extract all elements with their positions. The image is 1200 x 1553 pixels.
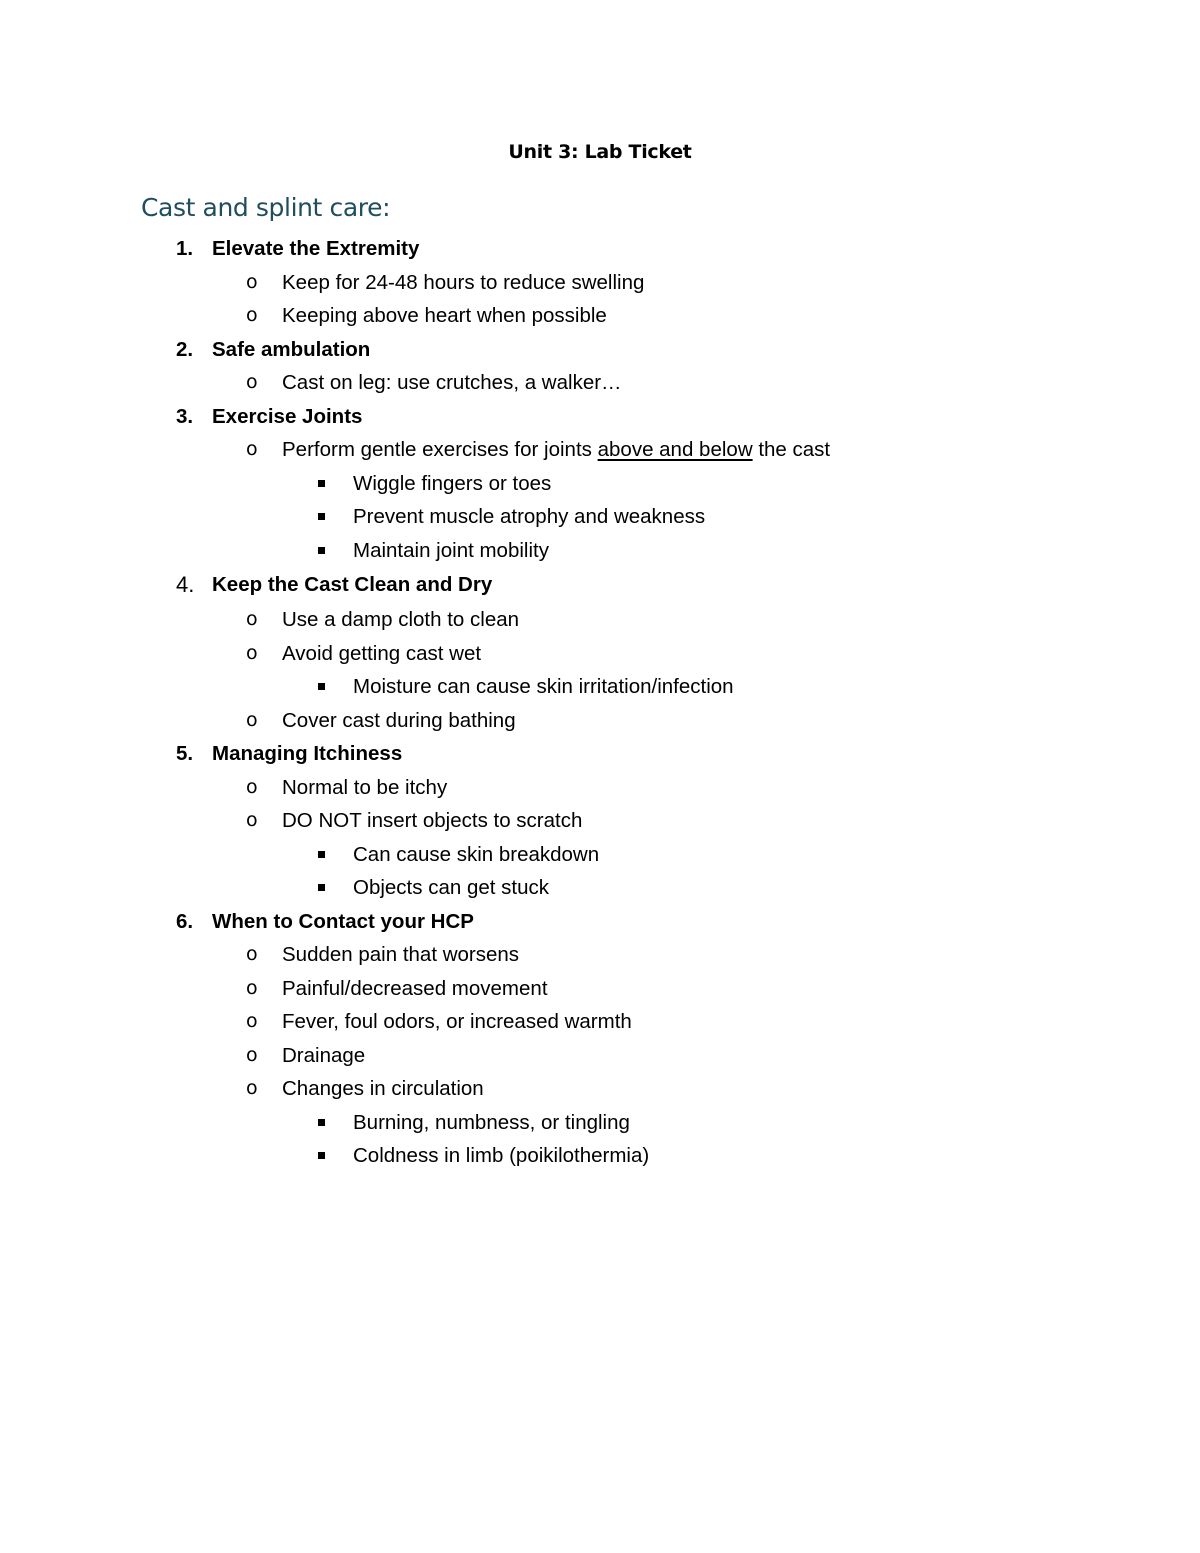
sub-item-text <box>282 433 830 467</box>
circle-bullet-icon: o <box>246 1010 258 1032</box>
square-bullet-icon <box>318 513 325 520</box>
square-bullet-icon <box>318 851 325 858</box>
list-item-elevate <box>0 232 1200 333</box>
text-segment: Perform gentle exercises for joints <box>282 438 598 461</box>
bullet-text: Wiggle fingers or toes <box>353 471 552 495</box>
square-bullet-icon <box>318 480 325 487</box>
bullet-item <box>0 1139 1200 1173</box>
bullet-text: Coldness in limb (poikilothermia) <box>353 1144 650 1167</box>
sub-item <box>0 704 1200 738</box>
square-bullet-icon <box>318 884 325 891</box>
sub-item <box>0 771 1200 805</box>
item-title: When to Contact your HCP <box>212 909 474 933</box>
item-title: Exercise Joints <box>212 404 363 428</box>
care-steps-list <box>0 232 1200 1173</box>
item-title: Safe ambulation <box>212 337 371 361</box>
circle-bullet-icon: o <box>246 371 258 393</box>
sub-item-text: Changes in circulation <box>282 1077 484 1100</box>
bullet-item <box>0 500 1200 534</box>
circle-bullet-icon: o <box>246 1043 258 1066</box>
circle-bullet-icon: o <box>246 708 258 731</box>
document-title: Unit 3: Lab Ticket <box>508 141 692 163</box>
bullet-text: Objects can get stuck <box>353 876 549 899</box>
sub-item <box>0 1039 1200 1073</box>
bullet-item <box>0 534 1200 568</box>
sub-item-text: Keeping above heart when possible <box>282 304 607 327</box>
circle-bullet-icon: o <box>246 304 258 326</box>
list-item-ambulation <box>0 333 1200 400</box>
circle-bullet-icon: o <box>246 976 258 999</box>
sub-item-text: Painful/decreased movement <box>282 976 548 1000</box>
item-number: 4. <box>176 572 195 597</box>
sub-item-text: Use a damp cloth to clean <box>282 608 520 631</box>
circle-bullet-icon: o <box>246 641 258 664</box>
section-heading: Cast and splint care: <box>141 193 391 222</box>
circle-bullet-icon: o <box>246 943 258 965</box>
list-item-exercise <box>0 400 1200 568</box>
circle-bullet-icon: o <box>246 608 258 630</box>
sub-item-text: Normal to be itchy <box>282 775 448 799</box>
list-item-itchiness <box>0 737 1200 905</box>
item-number: 1. <box>176 237 194 260</box>
sub-item-text: DO NOT insert objects to scratch <box>282 809 583 832</box>
sub-item <box>0 1072 1200 1173</box>
circle-bullet-icon: o <box>246 775 258 798</box>
bullet-text: Prevent muscle atrophy and weakness <box>353 505 706 528</box>
square-bullet-icon <box>318 547 325 554</box>
item-number: 3. <box>176 404 194 428</box>
bullet-item <box>0 838 1200 872</box>
bullet-text: Maintain joint mobility <box>353 538 549 562</box>
sub-item-text: Sudden pain that worsens <box>282 943 520 966</box>
sub-item <box>0 972 1200 1006</box>
square-bullet-icon <box>318 1152 325 1159</box>
bullet-text: Moisture can cause skin irritation/infection <box>353 675 734 698</box>
sub-item <box>0 804 1200 905</box>
list-item-clean-dry <box>0 567 1200 737</box>
square-bullet-icon <box>318 683 325 690</box>
bullet-text: Burning, numbness, or tingling <box>353 1110 630 1134</box>
sub-item-text: Cover cast during bathing <box>282 708 516 732</box>
item-title: Keep the Cast Clean and Dry <box>212 573 493 596</box>
bullet-item <box>0 1106 1200 1140</box>
sub-item <box>0 299 1200 333</box>
sub-item-text: Keep for 24-48 hours to reduce swelling <box>282 270 645 294</box>
sub-item <box>0 433 1200 567</box>
list-item-contact-hcp <box>0 905 1200 1173</box>
sub-item <box>0 637 1200 704</box>
circle-bullet-icon: o <box>246 809 258 831</box>
text-segment: the cast <box>752 438 831 461</box>
item-number: 6. <box>176 909 194 933</box>
sub-item <box>0 1005 1200 1039</box>
item-title: Elevate the Extremity <box>212 237 420 260</box>
sub-item <box>0 938 1200 972</box>
sub-item <box>0 266 1200 300</box>
bullet-item <box>0 670 1200 704</box>
sub-item <box>0 603 1200 637</box>
sub-item-text: Fever, foul odors, or increased warmth <box>282 1010 632 1033</box>
item-number: 2. <box>176 337 194 361</box>
bullet-text: Can cause skin breakdown <box>353 842 600 866</box>
circle-bullet-icon: o <box>246 270 258 293</box>
circle-bullet-icon: o <box>246 1077 258 1099</box>
sub-item-text: Cast on leg: use crutches, a walker… <box>282 371 622 394</box>
circle-bullet-icon: o <box>246 438 258 460</box>
sub-item-text: Avoid getting cast wet <box>282 641 482 665</box>
sub-item <box>0 366 1200 400</box>
underlined-text: above and below <box>597 438 753 461</box>
sub-item-text: Drainage <box>282 1043 366 1067</box>
bullet-item <box>0 467 1200 501</box>
bullet-item <box>0 871 1200 905</box>
square-bullet-icon <box>318 1119 325 1126</box>
item-number: 5. <box>176 742 194 765</box>
item-title: Managing Itchiness <box>212 742 403 765</box>
